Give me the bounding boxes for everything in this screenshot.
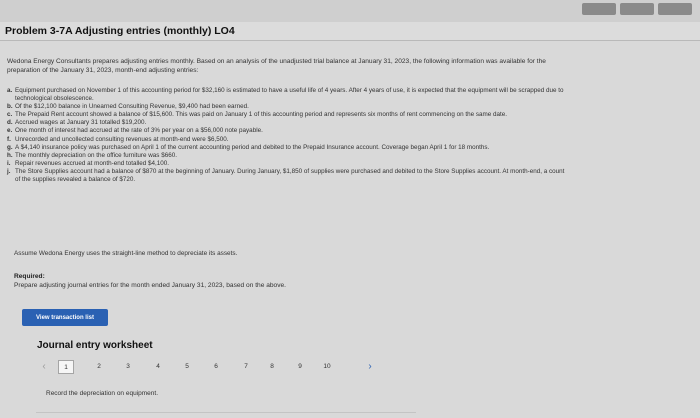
required-heading: Required: xyxy=(14,273,45,280)
item-letter: d. xyxy=(7,119,13,127)
prev-page-chevron-icon[interactable]: ‹ xyxy=(42,361,46,372)
item-letter: c. xyxy=(7,111,13,119)
page-4-button[interactable]: 4 xyxy=(156,363,160,370)
adjustment-item xyxy=(7,127,567,135)
item-letter: f. xyxy=(7,135,11,143)
item-text: Accrued wages at January 31 totalled $19,200. xyxy=(15,119,147,127)
adjustment-item xyxy=(7,136,567,144)
item-letter: g. xyxy=(7,143,13,151)
adjustment-item xyxy=(7,87,567,103)
worksheet-pagination xyxy=(36,360,382,374)
item-letter: b. xyxy=(7,103,13,111)
required-text: Prepare adjusting journal entries for the month ended January 31, 2023, based on the above. xyxy=(14,282,286,289)
assumption-note: Assume Wedona Energy uses the straight-line method to depreciate its assets. xyxy=(14,250,238,257)
page-1-button[interactable]: 1 xyxy=(58,360,74,374)
page-8-button[interactable]: 8 xyxy=(270,363,274,370)
adjustment-item xyxy=(7,152,567,160)
page-5-button[interactable]: 5 xyxy=(185,363,189,370)
item-text: The Store Supplies account had a balance of $870 at the beginning of January. During January, $1,850 of supplies were purchased and debited to the Store Supplies account. At month-end, a count of the supplies revealed a balance of $720. xyxy=(15,167,565,184)
item-text: A $4,140 insurance policy was purchased on April 1 of the current accounting period and debited to the Prepaid Insurance account. Coverage began April 1 for 18 months. xyxy=(15,143,490,151)
next-page-chevron-icon[interactable]: › xyxy=(368,361,372,372)
adjustment-item xyxy=(7,111,567,119)
adjustment-items-list xyxy=(7,87,567,184)
page-9-button[interactable]: 9 xyxy=(298,363,302,370)
page-3-button[interactable]: 3 xyxy=(126,363,130,370)
top-bar-block xyxy=(658,3,692,15)
divider xyxy=(36,412,416,413)
page-10-button[interactable]: 10 xyxy=(323,363,331,370)
item-text: The monthly depreciation on the office furniture was $660. xyxy=(15,151,177,159)
adjustment-item xyxy=(7,160,567,168)
top-bar-block xyxy=(582,3,616,15)
adjustment-item xyxy=(7,103,567,111)
item-letter: h. xyxy=(7,151,13,159)
page-2-button[interactable]: 2 xyxy=(97,363,101,370)
item-text: Equipment purchased on November 1 of this accounting period for $32,160 is estimated to have a useful life of 4 years. After 4 years of use, it is expected that the equipment will be scrapped due to technological obsolescence. xyxy=(15,87,564,103)
worksheet-title: Journal entry worksheet xyxy=(37,340,153,351)
adjustment-item xyxy=(7,144,567,152)
item-letter: e. xyxy=(7,127,13,135)
item-letter: i. xyxy=(7,159,11,167)
top-bar-controls xyxy=(582,3,692,15)
problem-intro: Wedona Energy Consultants prepares adjusting entries monthly. Based on an analysis of the unadjusted trial balance at January 31, 2023, the following information was available for the preparation of the January 31, 2023, month-end adjusting entries: xyxy=(7,58,546,74)
view-transaction-list-button[interactable]: View transaction list xyxy=(22,309,108,326)
item-text: Repair revenues accrued at month-end totalled $4,100. xyxy=(15,159,170,167)
item-text: The Prepaid Rent account showed a balance of $15,600. This was paid on January 1 of this accounting period and represents six months of rent commencing on the same date. xyxy=(15,111,508,119)
browser-top-bar xyxy=(0,0,700,22)
adjustment-item xyxy=(7,119,567,127)
item-text: Of the $12,100 balance in Unearned Consulting Revenue, $9,400 had been earned. xyxy=(15,103,249,111)
top-bar-block xyxy=(620,3,654,15)
page-6-button[interactable]: 6 xyxy=(214,363,218,370)
page-7-button[interactable]: 7 xyxy=(244,363,248,370)
item-letter: a. xyxy=(7,87,13,94)
worksheet-instruction: Record the depreciation on equipment. xyxy=(46,390,159,397)
item-text: One month of interest had accrued at the rate of 3% per year on a $56,000 note payable. xyxy=(15,127,263,135)
adjustment-item xyxy=(7,168,567,184)
page-title: Problem 3-7A Adjusting entries (monthly) LO4 xyxy=(5,25,235,37)
item-letter: j. xyxy=(7,167,11,175)
item-text: Unrecorded and uncollected consulting revenues at month-end were $6,500. xyxy=(15,135,229,143)
